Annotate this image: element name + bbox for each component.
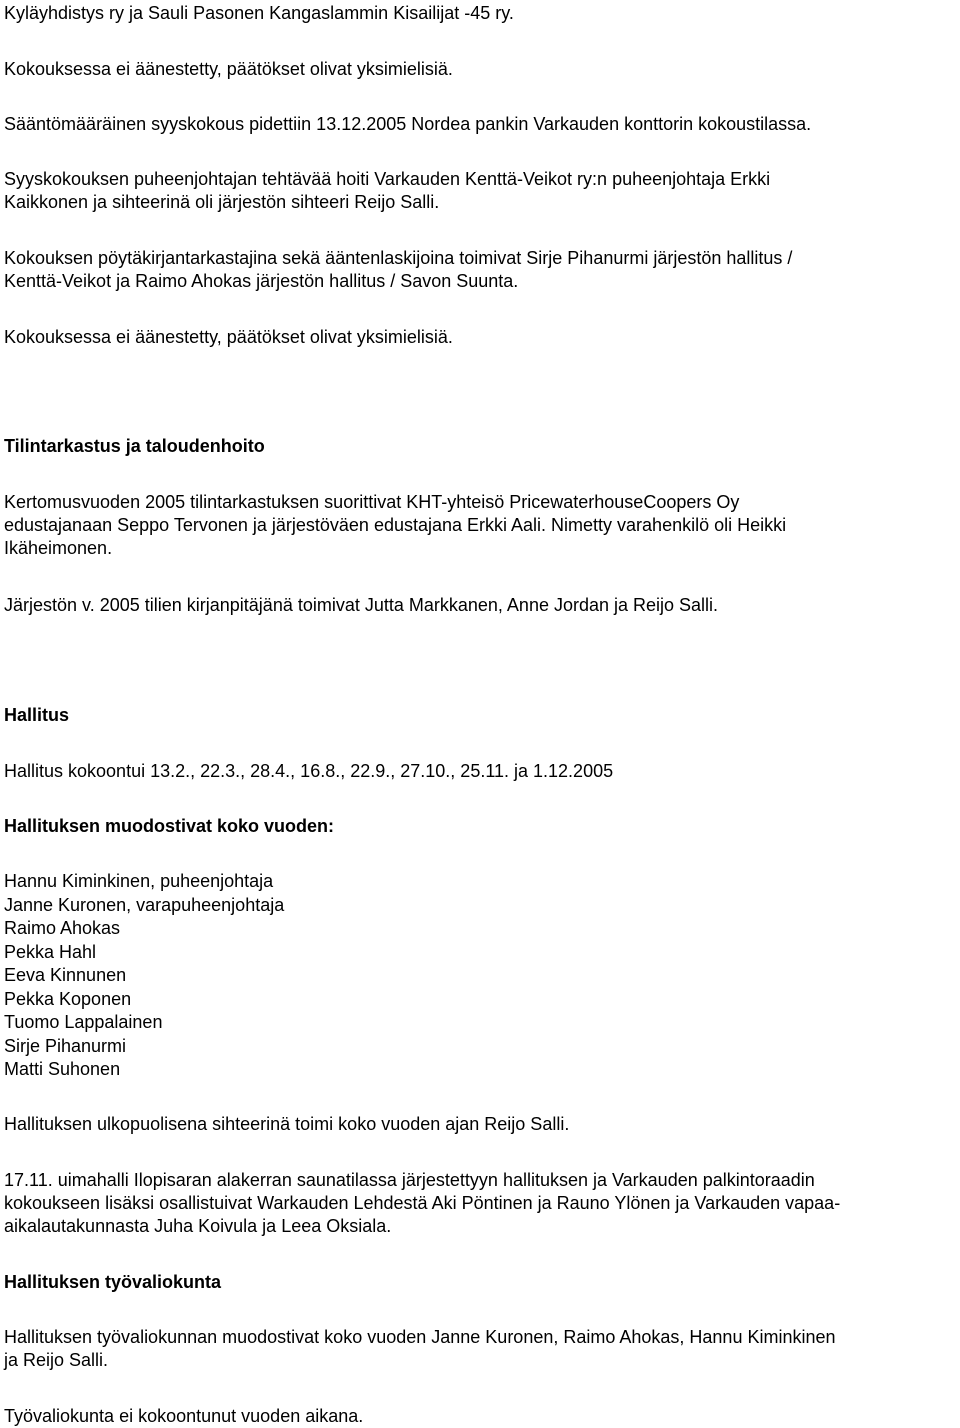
joint-meeting-line-2: kokoukseen lisäksi osallistuivat Warkauden Lehdestä Aki Pöntinen ja Rauno Ylönen ja Varkauden vapaa- [4,1193,841,1213]
chairman-line-2: Kaikkonen ja sihteerinä oli järjestön sihteeri Reijo Salli. [4,192,440,212]
board-secretary-line: Hallituksen ulkopuolisena sihteerinä toimi koko vuoden ajan Reijo Salli. [4,1114,570,1134]
list-item: Eeva Kinnunen [4,965,127,985]
bookkeeping-line: Järjestön v. 2005 tilien kirjanpitäjänä toimivat Jutta Markkanen, Anne Jordan ja Reijo Salli. [4,595,719,615]
list-item: Pekka Koponen [4,988,132,1009]
board-member-list [4,870,954,1082]
committee-note: Työvaliokunta ei kokoontunut vuoden aikana. [4,1406,364,1426]
audit-line-3: Ikäheimonen. [4,538,113,558]
list-item: Janne Kuronen, varapuheenjohtaja [4,894,285,915]
board-meetings-line: Hallitus kokoontui 13.2., 22.3., 28.4., 16.8., 22.9., 27.10., 25.11. ja 1.12.2005 [4,761,614,781]
list-item: Pekka Hahl [4,941,97,962]
list-item: Matti Suhonen [4,1059,121,1079]
committee-line-1: Hallituksen työvaliokunnan muodostivat koko vuoden Janne Kuronen, Raimo Ahokas, Hannu Kiminkinen [4,1327,836,1347]
examiners-paragraph [4,247,954,293]
board-composition-heading: Hallituksen muodostivat koko vuoden: [4,816,335,836]
intro-line: Kyläyhdistys ry ja Sauli Pasonen Kangaslammin Kisailijat -45 ry. [4,3,514,23]
list-item: Tuomo Lappalainen [4,1012,163,1032]
committee-line-2: ja Reijo Salli. [4,1350,109,1370]
joint-meeting-paragraph [4,1169,954,1238]
audit-paragraph [4,491,954,560]
list-item: Hannu Kiminkinen, puheenjohtaja [4,871,274,891]
chairman-paragraph [4,168,954,214]
examiners-line-1: Kokouksen pöytäkirjantarkastajina sekä ääntenlaskijoina toimivat Sirje Pihanurmi järjestön hallitus / [4,248,793,268]
chairman-line-1: Syyskokouksen puheenjohtajan tehtävää hoiti Varkauden Kenttä-Veikot ry:n puheenjohtaja Erkki [4,169,771,189]
list-item: Raimo Ahokas [4,918,121,938]
joint-meeting-line-1: 17.11. uimahalli Ilopisaran alakerran saunatilassa järjestettyyn hallituksen ja Varkauden palkintoraadin [4,1170,815,1190]
autumn-meeting-line: Sääntömääräinen syyskokous pidettiin 13.12.2005 Nordea pankin Varkauden konttorin kokoustilassa. [4,114,812,134]
list-item: Sirje Pihanurmi [4,1035,127,1056]
joint-meeting-line-3: aikalautakunnasta Juha Koivula ja Leea Oksiala. [4,1216,392,1236]
audit-heading: Tilintarkastus ja taloudenhoito [4,436,265,456]
audit-line-2: edustajanaan Seppo Tervonen ja järjestöväen edustajana Erkki Aali. Nimetty varahenkilö oli Heikki [4,515,787,535]
voting-note: Kokouksessa ei äänestetty, päätökset olivat yksimielisiä. [4,59,453,79]
board-heading: Hallitus [4,705,70,725]
voting-note-2: Kokouksessa ei äänestetty, päätökset olivat yksimielisiä. [4,327,453,347]
audit-line-1: Kertomusvuoden 2005 tilintarkastuksen suorittivat KHT-yhteisö PricewaterhouseCoopers Oy [4,492,740,512]
committee-heading: Hallituksen työvaliokunta [4,1272,222,1292]
committee-paragraph [4,1326,954,1372]
examiners-line-2: Kenttä-Veikot ja Raimo Ahokas järjestön hallitus / Savon Suunta. [4,271,519,291]
